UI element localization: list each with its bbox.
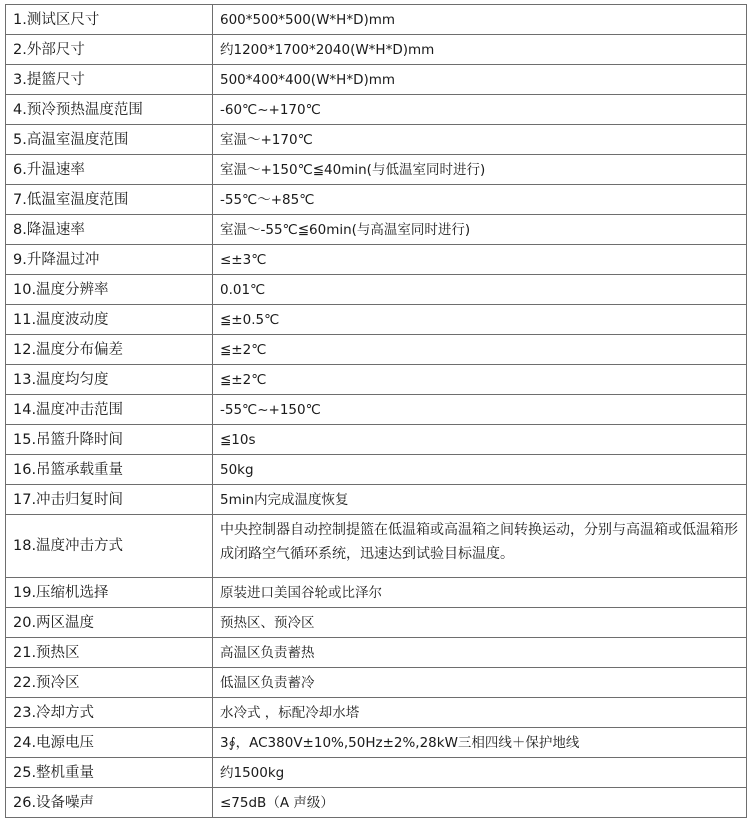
row-label: 16.吊篮承载重量 — [6, 455, 213, 485]
row-label: 21.预热区 — [6, 638, 213, 668]
table-row — [6, 365, 747, 395]
row-label: 9.升降温过冲 — [6, 245, 213, 275]
row-value: -55℃~+150℃ — [213, 395, 747, 425]
row-label: 22.预冷区 — [6, 668, 213, 698]
table-row — [6, 578, 747, 608]
table-row — [6, 245, 747, 275]
row-label: 10.温度分辨率 — [6, 275, 213, 305]
row-label: 23.冷却方式 — [6, 698, 213, 728]
table-row — [6, 185, 747, 215]
table-row — [6, 275, 747, 305]
row-value: 约1500kg — [213, 758, 747, 788]
row-label: 2.外部尺寸 — [6, 35, 213, 65]
row-value: 低温区负责蓄冷 — [213, 668, 747, 698]
table-row — [6, 455, 747, 485]
spec-table — [5, 4, 747, 818]
table-row — [6, 305, 747, 335]
row-label: 26.设备噪声 — [6, 788, 213, 818]
row-label: 19.压缩机选择 — [6, 578, 213, 608]
row-value: -60℃~+170℃ — [213, 95, 747, 125]
row-value: ≤75dB（A 声级） — [213, 788, 747, 818]
row-label: 3.提篮尺寸 — [6, 65, 213, 95]
row-value: 3∮，AC380V±10%,50Hz±2%,28kW三相四线＋保护地线 — [213, 728, 747, 758]
table-row — [6, 698, 747, 728]
row-label: 20.两区温度 — [6, 608, 213, 638]
row-label: 1.测试区尺寸 — [6, 5, 213, 35]
row-value: 原装进口美国谷轮或比泽尔 — [213, 578, 747, 608]
table-row — [6, 395, 747, 425]
row-label: 18.温度冲击方式 — [6, 515, 213, 578]
row-label: 24.电源电压 — [6, 728, 213, 758]
table-row — [6, 425, 747, 455]
table-row — [6, 155, 747, 185]
row-value: 600*500*500(W*H*D)mm — [213, 5, 747, 35]
row-value: ≤±3℃ — [213, 245, 747, 275]
row-label: 4.预冷预热温度范围 — [6, 95, 213, 125]
row-value: ≦±0.5℃ — [213, 305, 747, 335]
row-value: ≦±2℃ — [213, 365, 747, 395]
row-value: 0.01℃ — [213, 275, 747, 305]
row-value: 室温～-55℃≦60min(与高温室同时进行) — [213, 215, 747, 245]
row-value: 50kg — [213, 455, 747, 485]
table-row — [6, 638, 747, 668]
table-row — [6, 515, 747, 578]
table-row — [6, 608, 747, 638]
row-value: 500*400*400(W*H*D)mm — [213, 65, 747, 95]
row-label: 6.升温速率 — [6, 155, 213, 185]
table-row — [6, 5, 747, 35]
row-value: 预热区、预冷区 — [213, 608, 747, 638]
table-row — [6, 95, 747, 125]
row-value: 室温～+150℃≦40min(与低温室同时进行) — [213, 155, 747, 185]
row-label: 13.温度均匀度 — [6, 365, 213, 395]
row-value: ≦10s — [213, 425, 747, 455]
row-value: 室温～+170℃ — [213, 125, 747, 155]
row-label: 12.温度分布偏差 — [6, 335, 213, 365]
table-row — [6, 758, 747, 788]
table-row — [6, 728, 747, 758]
table-row — [6, 335, 747, 365]
row-value: 高温区负责蓄热 — [213, 638, 747, 668]
row-value: 5min内完成温度恢复 — [213, 485, 747, 515]
row-label: 5.高温室温度范围 — [6, 125, 213, 155]
table-row — [6, 125, 747, 155]
row-label: 17.冲击归复时间 — [6, 485, 213, 515]
row-value: -55℃～+85℃ — [213, 185, 747, 215]
row-value: 水冷式 ，标配冷却水塔 — [213, 698, 747, 728]
table-row — [6, 485, 747, 515]
row-value: 约1200*1700*2040(W*H*D)mm — [213, 35, 747, 65]
table-row — [6, 65, 747, 95]
row-label: 11.温度波动度 — [6, 305, 213, 335]
row-label: 15.吊篮升降时间 — [6, 425, 213, 455]
row-label: 14.温度冲击范围 — [6, 395, 213, 425]
row-value: ≦±2℃ — [213, 335, 747, 365]
row-label: 25.整机重量 — [6, 758, 213, 788]
row-label: 8.降温速率 — [6, 215, 213, 245]
table-row — [6, 668, 747, 698]
table-row — [6, 35, 747, 65]
row-label: 7.低温室温度范围 — [6, 185, 213, 215]
table-row — [6, 788, 747, 818]
row-value: 中央控制器自动控制提篮在低温箱或高温箱之间转换运动，分别与高温箱或低温箱形成闭路空气循环系统，迅速达到试验目标温度。 — [213, 515, 747, 578]
table-row — [6, 215, 747, 245]
